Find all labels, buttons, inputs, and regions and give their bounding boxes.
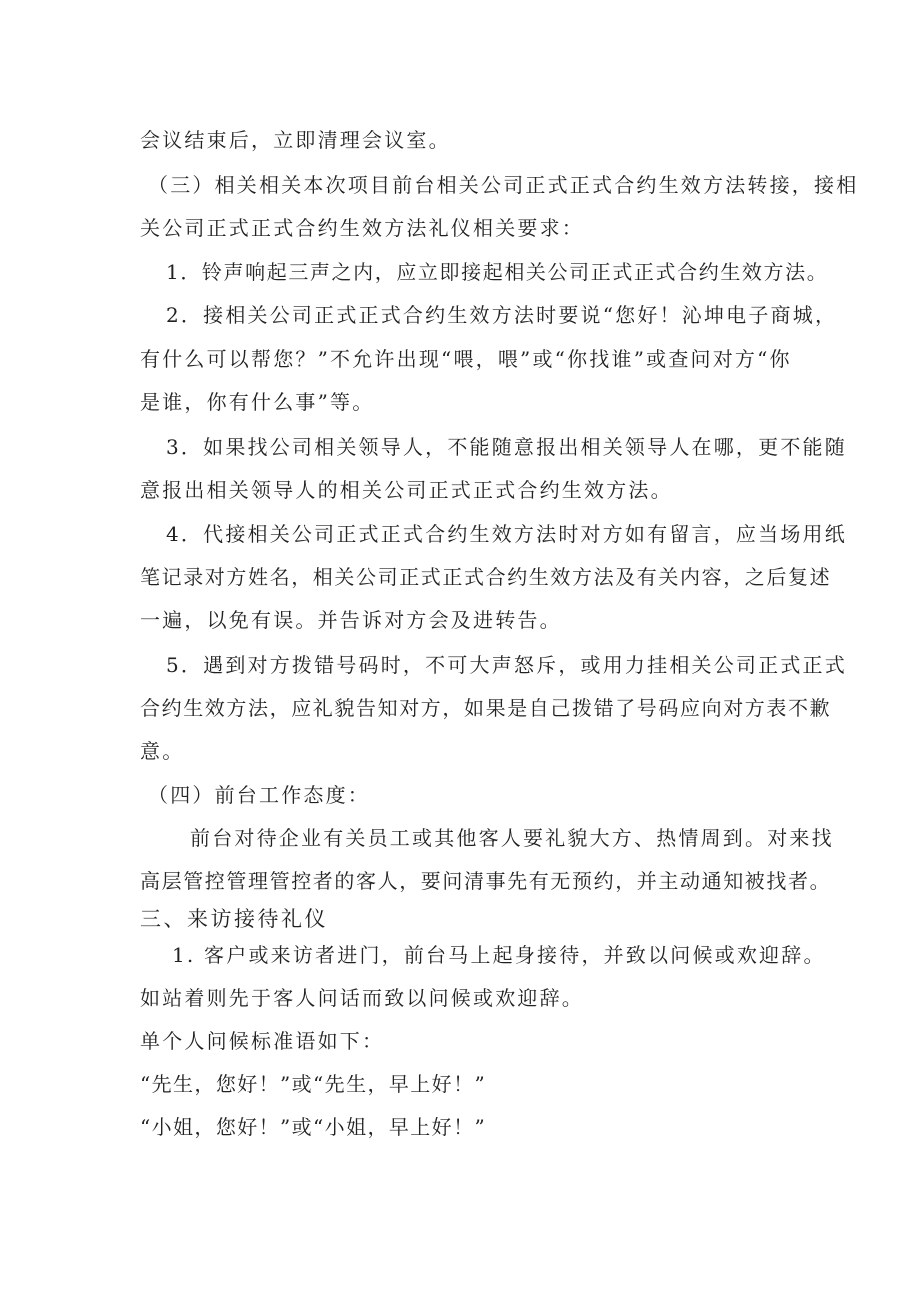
paragraph-line: 一遍，以免有误。并告诉对方会及进转告。 xyxy=(140,608,562,632)
paragraph-line: 会议结束后，立即清理会议室。 xyxy=(140,128,451,152)
paragraph-line: 有什么可以帮您？”不允许出现“喂，喂”或“你找谁”或查问对方“你 xyxy=(140,347,792,371)
greeting-example: “先生，您好！”或“先生，早上好！” xyxy=(140,1072,487,1096)
paragraph-line: 意报出相关领导人的相关公司正式正式合约生效方法。 xyxy=(140,478,673,502)
list-item-2: 2．接相关公司正式正式合约生效方法时要说“您好！沁坤电子商城， xyxy=(166,303,838,327)
section-title: 三、来访接待礼仪 xyxy=(140,907,328,931)
paragraph-line: 是谁，你有什么事”等。 xyxy=(140,390,375,414)
list-item-4: 4．代接相关公司正式正式合约生效方法时对方如有留言，应当场用纸 xyxy=(166,522,847,546)
paragraph-line: 如站着则先于客人问话而致以问候或欢迎辞。 xyxy=(140,986,584,1010)
list-item-5: 5．遇到对方拨错号码时，不可大声怒斥，或用力挂相关公司正式正式 xyxy=(166,653,847,677)
section-heading-four: （四）前台工作态度： xyxy=(148,783,370,807)
section-heading-three: （三）相关相关本次项目前台相关公司正式正式合约生效方法转接，接相 xyxy=(148,173,859,197)
list-item-3: 3．如果找公司相关领导人，不能随意报出相关领导人在哪，更不能随 xyxy=(166,435,847,459)
paragraph-line: 笔记录对方姓名，相关公司正式正式合约生效方法及有关内容，之后复述 xyxy=(140,565,832,589)
paragraph-line: 单个人问候标准语如下： xyxy=(140,1029,385,1053)
list-item-1: 1. 客户或来访者进门，前台马上起身接待，并致以问候或欢迎辞。 xyxy=(172,943,826,967)
list-item-1: 1．铃声响起三声之内，应立即接起相关公司正式正式合约生效方法。 xyxy=(166,260,829,284)
paragraph-line: 关公司正式正式合约生效方法礼仪相关要求： xyxy=(140,216,584,240)
paragraph-line: 意。 xyxy=(140,739,185,763)
paragraph-line: 高层管控管理管控者的客人，要问清事先有无预约，并主动通知被找者。 xyxy=(140,869,832,893)
paragraph-line: 前台对待企业有关员工或其他客人要礼貌大方、热情周到。对来找 xyxy=(190,826,834,850)
greeting-example: “小姐，您好！”或“小姐，早上好！” xyxy=(140,1115,487,1139)
paragraph-line: 合约生效方法，应礼貌告知对方，如果是自己拨错了号码应向对方表不歉 xyxy=(140,696,832,720)
